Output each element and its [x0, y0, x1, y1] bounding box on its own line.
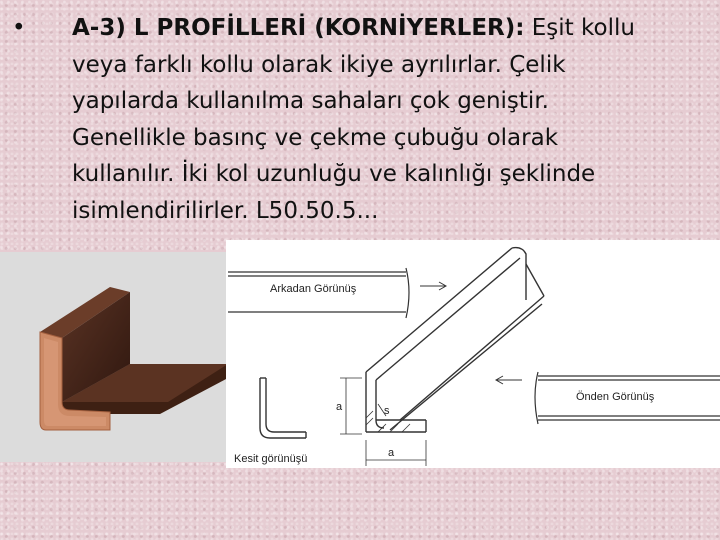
text-line-2: veya farklı kollu olarak ikiye ayrılırlar. Çelik	[72, 51, 566, 78]
section-view-shape	[260, 378, 306, 438]
front-view-arrow	[496, 376, 522, 384]
l-profile-3d-image	[0, 252, 228, 462]
dimension-a-vertical	[340, 378, 362, 434]
dimension-a-vertical-label: a	[336, 401, 343, 413]
slide-body-text	[12, 10, 700, 229]
dimension-a-horizontal	[366, 440, 426, 466]
text-line-6: isimlendirilirler. L50.50.5...	[72, 197, 379, 224]
back-view-label: Arkadan Görünüş	[270, 283, 357, 295]
section-view-label: Kesit görünüşü	[234, 453, 308, 465]
text-line-4: Genellikle basınç ve çekme çubuğu olarak	[72, 124, 559, 151]
text-line-1	[40, 15, 635, 41]
dimension-s-label: s	[384, 405, 390, 417]
text-line-3: yapılarda kullanılma sahaları çok geniştir.	[72, 88, 549, 114]
l-profile-technical-drawing	[226, 240, 720, 468]
text-line-5: kullanılır. İki kol uzunluğu ve kalınlığı şeklinde	[72, 161, 596, 187]
back-view-arrow	[420, 282, 446, 290]
heading-continuation: Eşit kollu	[524, 15, 635, 41]
section-heading: A-3) L PROFİLLERİ (KORNİYERLER):	[72, 15, 525, 41]
front-view-label: Önden Görünüş	[576, 391, 655, 403]
dimension-a-horizontal-label: a	[388, 447, 395, 459]
bullet-icon: •	[12, 15, 26, 41]
angle-isometric-view	[366, 248, 544, 432]
